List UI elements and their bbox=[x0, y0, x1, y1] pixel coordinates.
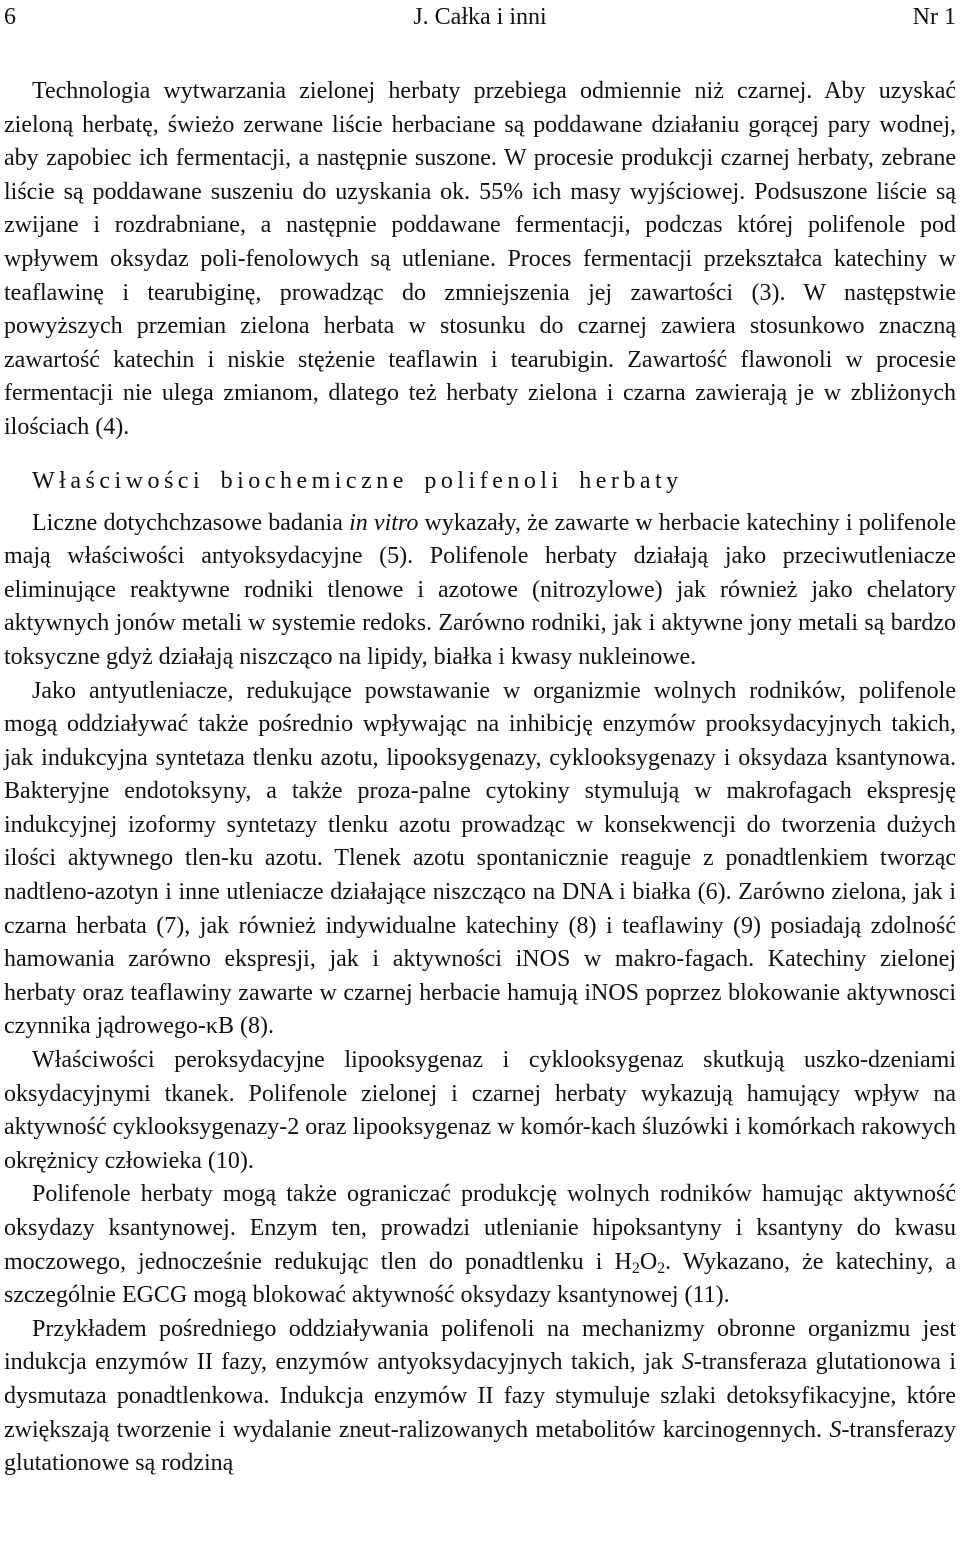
paragraph-antioxidant-properties bbox=[4, 507, 956, 675]
paragraph-xanthine-oxidase bbox=[4, 1178, 956, 1312]
paragraph-text: Polifenole herbaty mogą także ograniczać produkcję wolnych rodników hamując aktywność oksydazy ksantynowej. Enzym ten, prowadzi utlenianie hipoksantyny i ksantyny do kwasu moczowego, jednocześnie redukując tlen do ponadtlenku i H bbox=[4, 1181, 956, 1275]
paragraph-phase-ii-enzymes bbox=[4, 1313, 956, 1481]
journal-page bbox=[4, 0, 956, 1481]
italic-term: in vitro bbox=[349, 509, 419, 536]
paragraph-text: O bbox=[639, 1248, 658, 1275]
paragraph-text: Przykładem pośredniego oddziaływania polifenoli na mechanizmy obronne organizmu jest indukcja enzymów II fazy, enzymów antyoksydacyjnych takich, jak bbox=[4, 1315, 956, 1376]
paragraph-text: -transferazy glutationowe są rodziną bbox=[4, 1416, 956, 1477]
running-title: J. Całka i inni bbox=[413, 4, 547, 30]
italic-term: S bbox=[829, 1416, 842, 1443]
issue-number: Nr 1 bbox=[912, 4, 956, 30]
paragraph-text: wykazały, że zawarte w herbacie katechiny i polifenole mają właściwości antyoksydacyjne (5). Polifenole herbaty działają jako przeciwutleniacze eliminujące reaktywne rodniki tlenowe i azotowe (nitrozylowe) jak również jako chelatory aktywnych jonów metali w systemie redoks. Zarówno rodniki, jak i aktywne jony metali są bardzo toksyczne gdyż działają niszcząco na lipidy, białka i kwasy nukleinowe. bbox=[4, 509, 956, 670]
running-header bbox=[4, 2, 956, 32]
page-number: 6 bbox=[4, 4, 16, 30]
paragraph-text: . Wykazano, że katechiny, a szczególnie EGCG mogą blokować aktywność oksydazy ksantynowej (11). bbox=[4, 1248, 956, 1309]
article-body bbox=[4, 75, 956, 1481]
paragraph-prooxidant-enzymes: Jako antyutleniacze, redukujące powstawanie w organizmie wolnych rodników, polifenole mogą oddziaływać także pośrednio wpływając na inhibicję enzymów prooksydacyjnych takich, jak indukcyjna syntetaza tlenku azotu, lipooksygenazy, cyklooksygenazy i oksydaza ksantynowa. Bakteryjne endotoksyny, a także proza-palne cytokiny stymulują w makrofagach ekspresję indukcyjnej izoformy syntetazy tlenku azotu prowadząc w konsekwencji do tworzenia dużych ilości aktywnego tlen-ku azotu. Tlenek azotu spontanicznie reaguje z ponadtlenkiem tworząc nadtleno-azotyn i inne utleniacze działające niszcząco na DNA i białka (6). Zarówno zielona, jak i czarna herbata (7), jak również indywidualne katechiny (8) i teaflawiny (9) posiadają zdolność hamowania zarówno ekspresji, jak i aktywności iNOS w makro-fagach. Katechiny zielonej herbaty oraz teaflawiny zawarte w czarnej herbacie hamują iNOS poprzez blokowanie aktywnosci czynnika jądrowego-κB (8). bbox=[4, 677, 956, 1040]
section-heading: Właściwości biochemiczne polifenoli herbaty bbox=[32, 467, 683, 494]
paragraph-lipoxygenases: Właściwości peroksydacyjne lipooksygenaz i cyklooksygenaz skutkują uszko-dzeniami oksydacyjnymi tkanek. Polifenole zielonej i czarnej herbaty wykazują hamujący wpływ na aktywność cyklooksygenazy-2 oraz lipooksygenaz w komór-kach śluzówki i komórkach rakowych okrężnicy człowieka (10). bbox=[4, 1047, 956, 1174]
paragraph-tea-technology: Technologia wytwarzania zielonej herbaty przebiega odmiennie niż czarnej. Aby uzyskać zieloną herbatę, świeżo zerwane liście herbaciane są poddawane działaniu gorącej pary wodnej, aby zapobiec ich fermentacji, a następnie suszone. W procesie produkcji czarnej herbaty, zebrane liście są poddawane suszeniu do uzyskania ok. 55% ich masy wyjściowej. Podsuszone liście są zwijane i rozdrabniane, a następnie poddawane fermentacji, podczas której polifenole pod wpływem oksydaz poli-fenolowych są utleniane. Proces fermentacji przekształca katechiny w teaflawinę i tearubiginę, prowadząc do zmniejszenia jej zawartości (3). W następstwie powyższych przemian zielona herbata w stosunku do czarnej zawiera stosunkowo znaczną zawartość katechin i niskie stężenie teaflawin i tearubigin. Zawartość flawonoli w procesie fermentacji nie ulega zmianom, dlatego też herbaty zielona i czarna zawierają je w zbliżonych ilościach (4). bbox=[4, 78, 956, 440]
subscript: 2 bbox=[657, 1259, 666, 1277]
subscript: 2 bbox=[631, 1259, 640, 1277]
paragraph-text: Liczne dotychchzasowe badania bbox=[32, 509, 350, 536]
italic-term: S bbox=[681, 1349, 694, 1376]
paragraph-text: -transferaza glutationowa i dysmutaza ponadtlenkowa. Indukcja enzymów II fazy stymuluje szlaki detoksyfikacyjne, które zwiększają tworzenie i wydalanie zneut-ralizowanych metabolitów karcinogennych. bbox=[4, 1349, 957, 1443]
